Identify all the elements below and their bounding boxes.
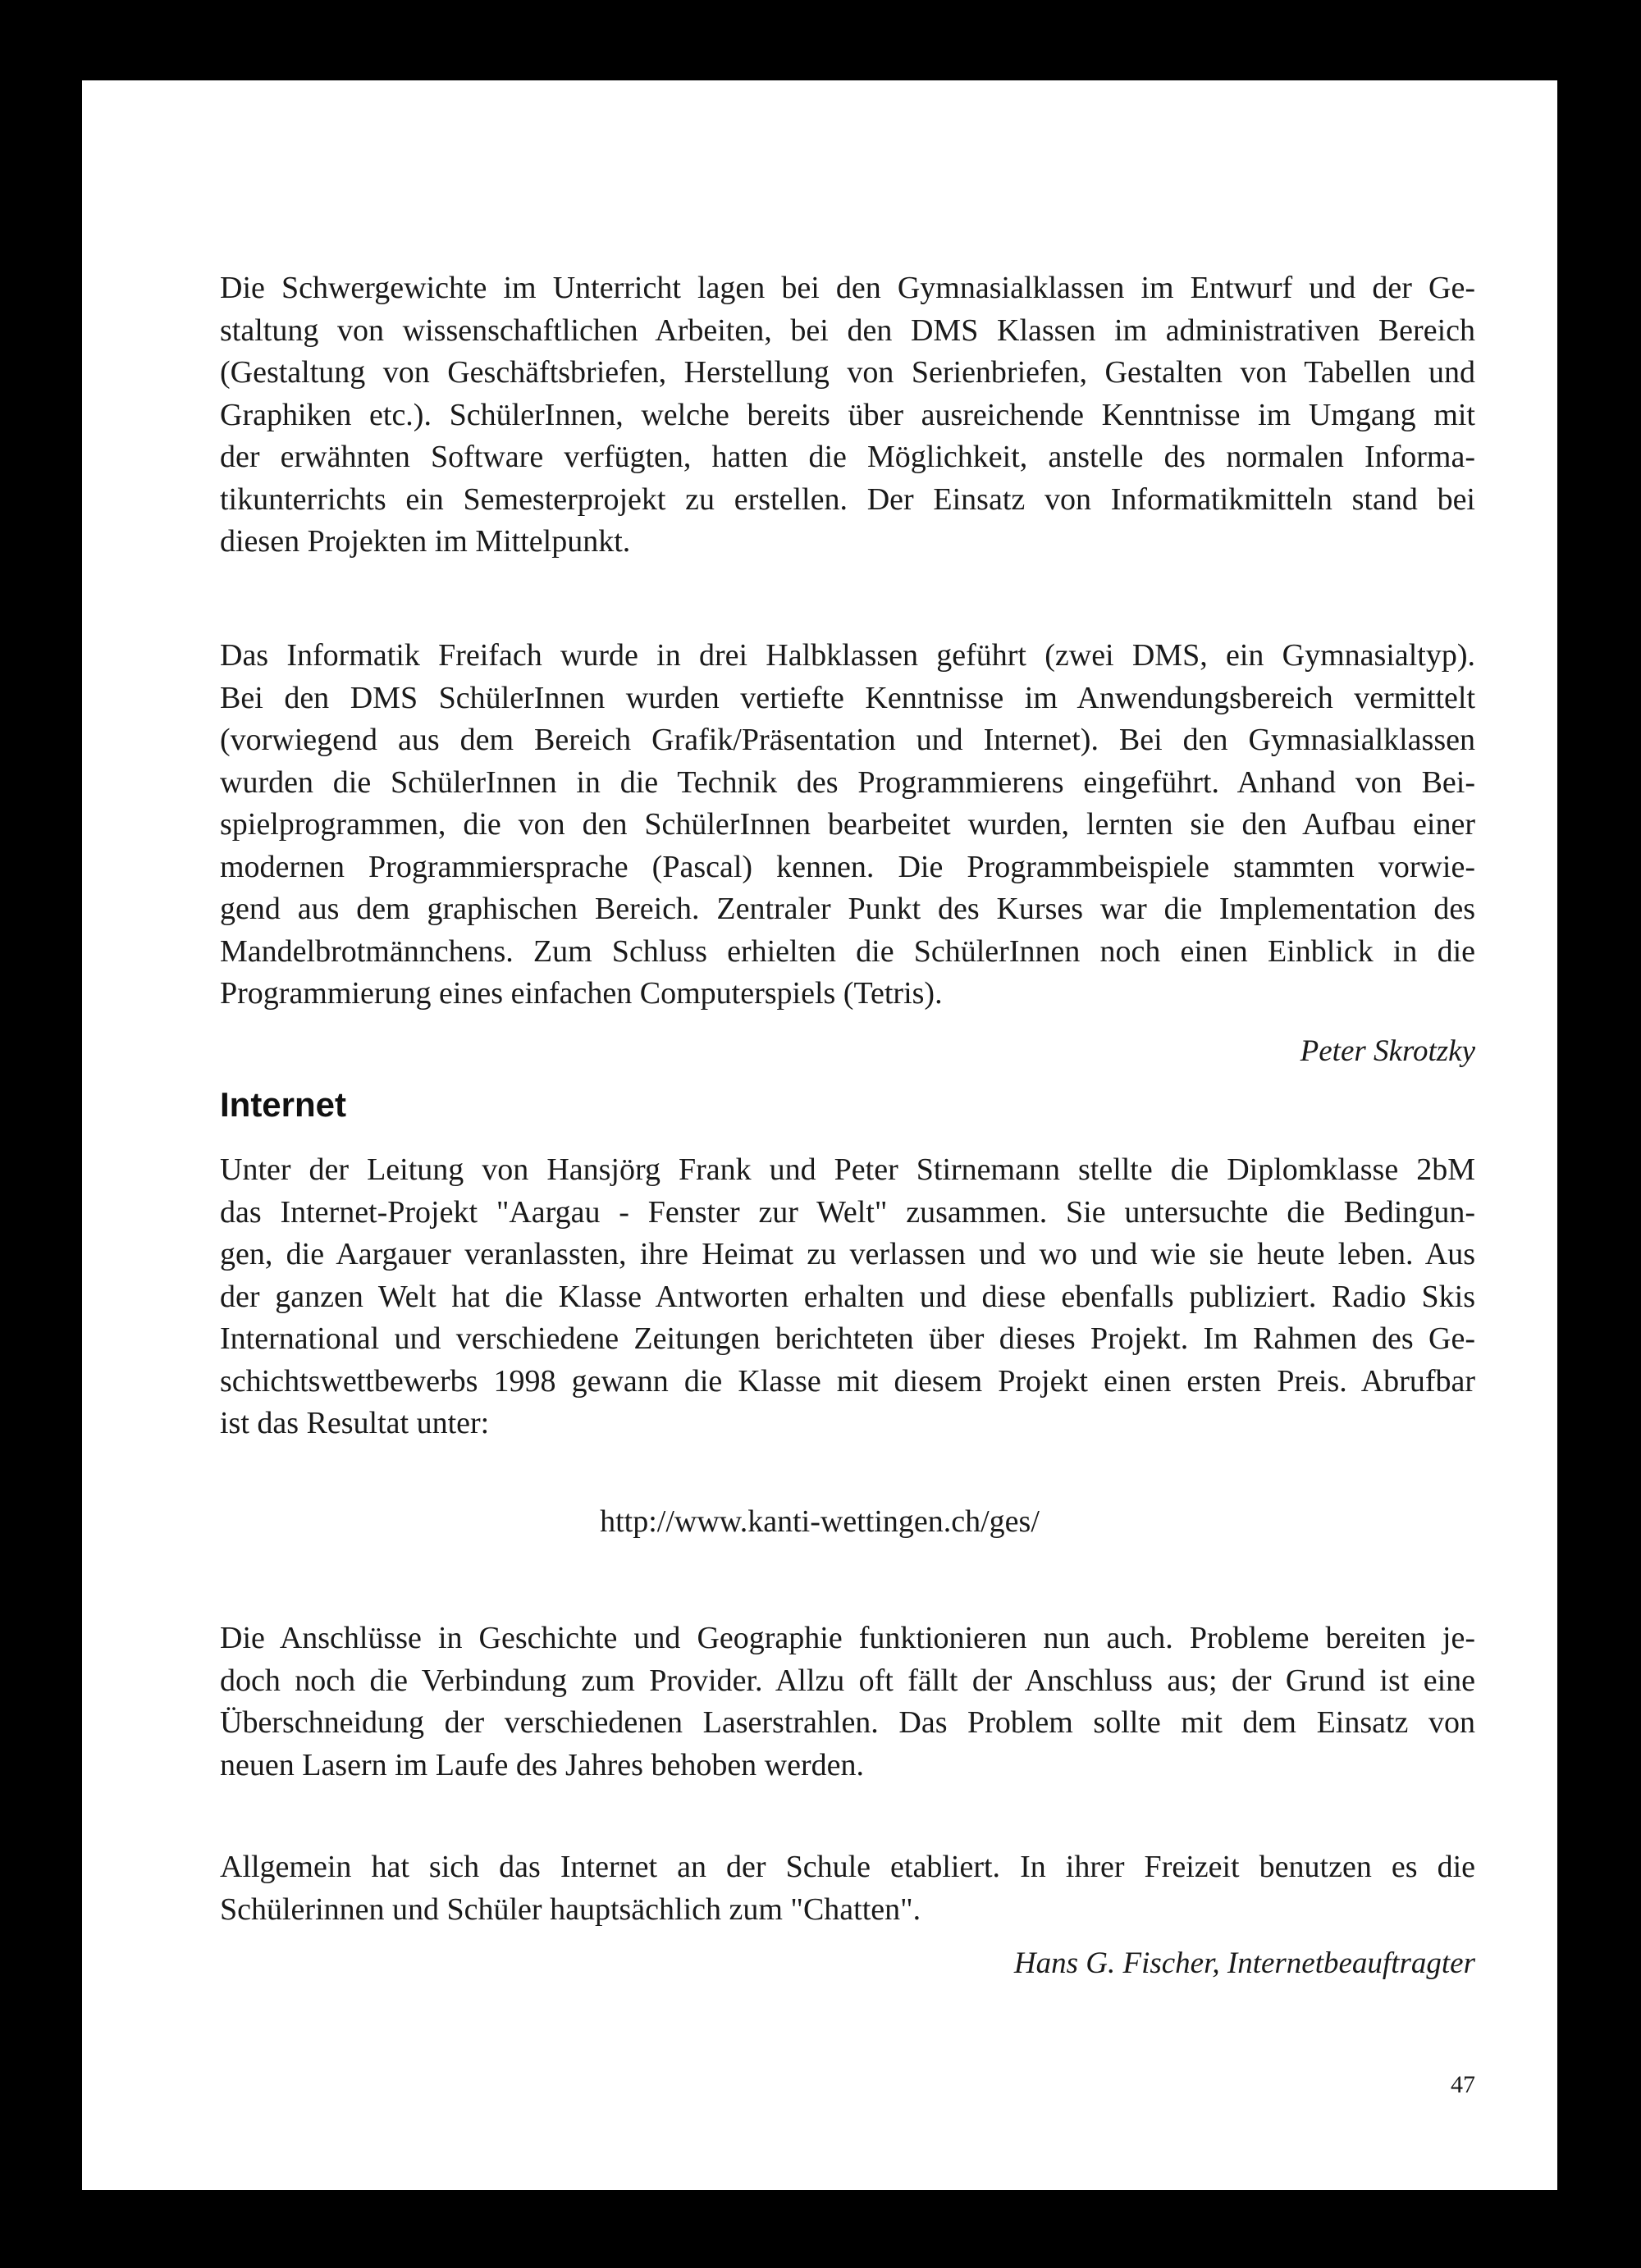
text-line: spielprogrammen, die von den SchülerInnen bearbeitet wurden, lernten sie den Aufbau einer (220, 807, 1475, 842)
paragraph-anschluesse (220, 1618, 1475, 1787)
text-line: Das Informatik Freifach wurde in drei Halbklassen geführt (zwei DMS, ein Gymnasialtyp). (220, 638, 1475, 673)
paragraph-internet-etabliert (220, 1846, 1475, 1931)
text-line: doch noch die Verbindung zum Provider. Allzu oft fällt der Anschluss aus; der Grund ist eine (220, 1663, 1475, 1698)
text-line: der erwähnten Software verfügten, hatten die Möglichkeit, anstelle des normalen Informa- (220, 440, 1475, 474)
signature-peter-skrotzky: Peter Skrotzky (1300, 1034, 1475, 1068)
text-line: Mandelbrotmännchens. Zum Schluss erhielten die SchülerInnen noch einen Einblick in die (220, 933, 1475, 969)
text-line: Unter der Leitung von Hansjörg Frank und Peter Stirnemann stellte die Diplomklasse 2bM (220, 1152, 1475, 1187)
text-line: der ganzen Welt hat die Klasse Antworten erhalten und diese ebenfalls publiziert. Radio Skis (220, 1279, 1475, 1314)
text-line: Allgemein hat sich das Internet an der Schule etabliert. In ihrer Freizeit benutzen es die (220, 1850, 1475, 1884)
text-line: das Internet-Projekt "Aargau - Fenster zur Welt" zusammen. Sie untersuchte die Bedingun- (220, 1194, 1475, 1230)
signature-hans-fischer: Hans G. Fischer, Internetbeauftragter (1013, 1946, 1475, 1980)
text-line: Bei den DMS SchülerInnen wurden vertiefte Kenntnisse im Anwendungsbereich vermittelt (220, 680, 1475, 715)
text-line: Programmierung eines einfachen Computerspiels (Tetris). (220, 976, 943, 1011)
text-line: neuen Lasern im Laufe des Jahres behoben werden. (220, 1747, 865, 1782)
text-line: ist das Resultat unter: (220, 1406, 490, 1440)
text-line: diesen Projekten im Mittelpunkt. (220, 524, 631, 559)
text-line: staltung von wissenschaftlichen Arbeiten, bei den DMS Klassen im administrativen Bereich (220, 313, 1475, 348)
project-url: http://www.kanti-wettingen.ch/ges/ (600, 1504, 1040, 1539)
text-line: schichtswettbewerbs 1998 gewann die Klasse mit diesem Projekt einen ersten Preis. Abrufbar (220, 1363, 1475, 1399)
text-line: (Gestaltung von Geschäftsbriefen, Herstellung von Serienbriefen, Gestalten von Tabellen und (220, 355, 1475, 390)
text-line: wurden die SchülerInnen in die Technik des Programmierens eingeführt. Anhand von Bei- (220, 764, 1475, 800)
paragraph-internet-projekt (220, 1149, 1475, 1445)
text-line: Graphiken etc.). SchülerInnen, welche bereits über ausreichende Kenntnisse im Umgang mit (220, 397, 1475, 432)
text-line: modernen Programmiersprache (Pascal) kennen. Die Programmbeispiele stammten vorwie- (220, 849, 1475, 884)
text-line: gend aus dem graphischen Bereich. Zentraler Punkt des Kurses war die Implementation des (220, 892, 1475, 926)
document-page (82, 80, 1557, 2190)
text-line: Schülerinnen und Schüler hauptsächlich zum "Chatten". (220, 1892, 921, 1927)
paragraph-informatik-schwergewichte (220, 267, 1475, 564)
text-line: Überschneidung der verschiedenen Laserstrahlen. Das Problem sollte mit dem Einsatz von (220, 1705, 1475, 1740)
text-line: Die Schwergewichte im Unterricht lagen bei den Gymnasialklassen im Entwurf und der Ge- (220, 271, 1475, 305)
paragraph-informatik-freifach (220, 635, 1475, 1015)
text-line: tikunterrichts ein Semesterprojekt zu erstellen. Der Einsatz von Informatikmitteln stand bei (220, 481, 1475, 517)
section-heading-internet: Internet (220, 1085, 347, 1124)
text-line: International und verschiedene Zeitungen berichteten über dieses Projekt. Im Rahmen des Ge- (220, 1321, 1475, 1356)
text-line: gen, die Aargauer veranlassten, ihre Heimat zu verlassen und wo und wie sie heute leben. Aus (220, 1237, 1475, 1271)
page-number: 47 (1451, 2071, 1475, 2098)
text-line: (vorwiegend aus dem Bereich Grafik/Präsentation und Internet). Bei den Gymnasialklassen (220, 723, 1475, 757)
text-line: Die Anschlüsse in Geschichte und Geographie funktionieren nun auch. Probleme bereiten je- (220, 1621, 1475, 1655)
